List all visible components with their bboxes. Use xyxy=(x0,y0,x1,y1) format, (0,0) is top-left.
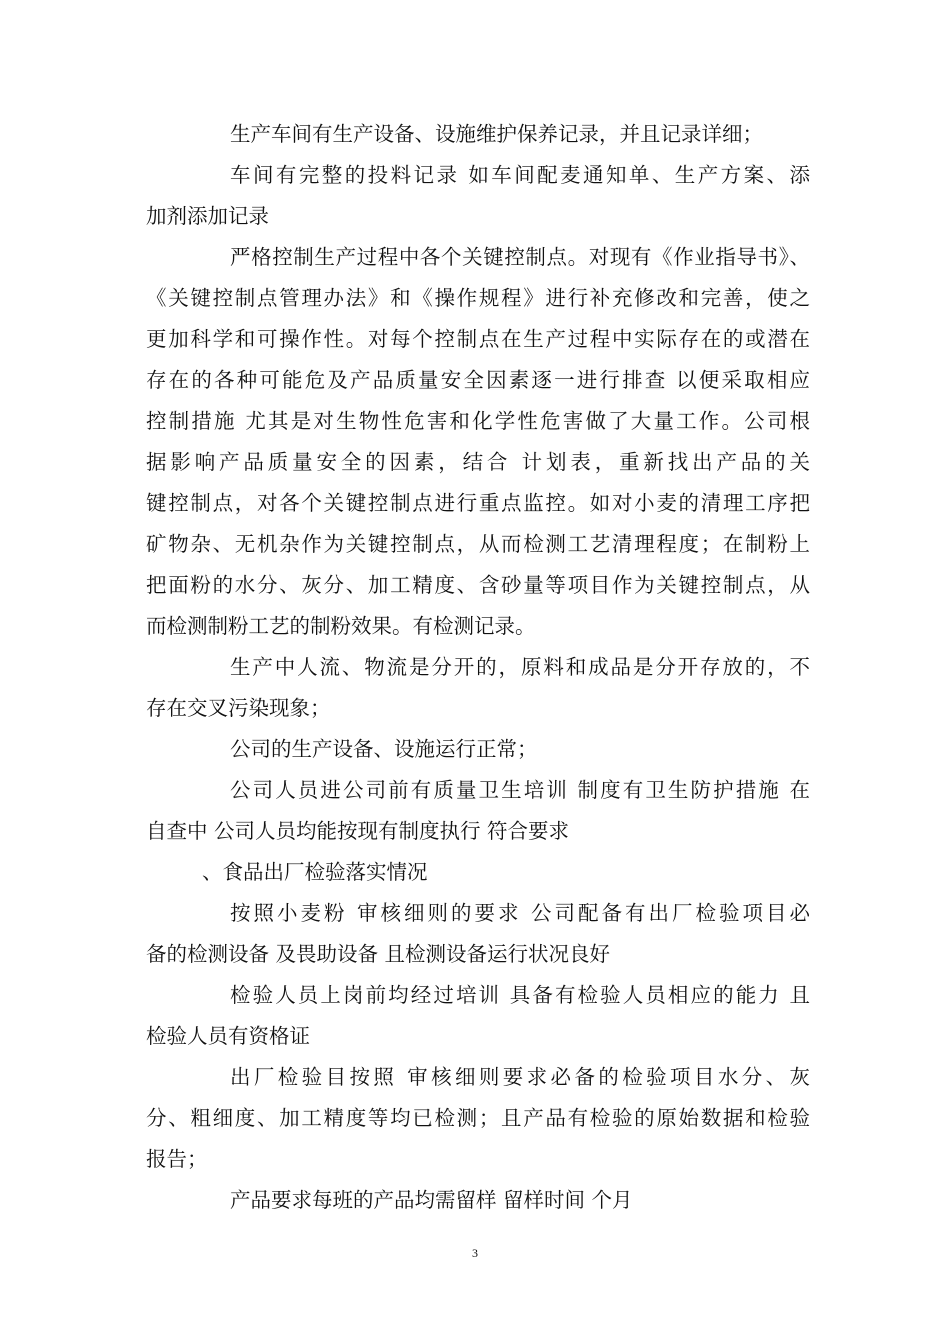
text-line: 存在交叉污染现象； xyxy=(146,696,331,720)
page-number: 3 xyxy=(472,1246,478,1260)
text-line: 备的检测设备 及畏助设备 且检测设备运行状况良好 xyxy=(146,942,611,966)
text-line: 严格控制生产过程中各个关键控制点。对现有《作业指导书》、 xyxy=(230,245,810,269)
text-line: 公司的生产设备、设施运行正常； xyxy=(230,737,538,761)
text-line: 生产车间有生产设备、设施维护保养记录，并且记录详细； xyxy=(230,122,763,146)
text-line: 键控制点，对各个关键控制点进行重点监控。如对小麦的清理工序把 xyxy=(146,491,810,515)
text-line: 矿物杂、无机杂作为关键控制点，从而检测工艺清理程度；在制粉上 xyxy=(146,532,810,556)
text-line: 报告； xyxy=(146,1147,208,1171)
text-line: 据影响产品质量安全的因素，结合 计划表，重新找出产品的关 xyxy=(146,450,810,474)
text-line: 更加科学和可操作性。对每个控制点在生产过程中实际存在的或潜在 xyxy=(146,327,810,351)
text-line: 车间有完整的投料记录 如车间配麦通知单、生产方案、添 xyxy=(230,163,810,187)
text-line: 出厂检验目按照 审核细则要求必备的检验项目水分、灰 xyxy=(230,1065,810,1089)
text-line: 而检测制粉工艺的制粉效果。有检测记录。 xyxy=(146,614,536,638)
text-line: 按照小麦粉 审核细则的要求 公司配备有出厂检验项目必 xyxy=(230,901,810,925)
text-line: 公司人员进公司前有质量卫生培训 制度有卫生防护措施 在 xyxy=(230,778,810,802)
text-line: 检验人员有资格证 xyxy=(146,1024,310,1048)
text-line: 检验人员上岗前均经过培训 具备有检验人员相应的能力 且 xyxy=(230,983,810,1007)
text-line: 分、粗细度、加工精度等均已检测；且产品有检验的原始数据和检验 xyxy=(146,1106,810,1130)
text-line: 、食品出厂检验落实情况 xyxy=(202,860,428,884)
text-line: 控制措施 尤其是对生物性危害和化学性危害做了大量工作。公司根 xyxy=(146,409,810,433)
text-line: 自查中 公司人员均能按现有制度执行 符合要求 xyxy=(146,819,570,843)
text-line: 存在的各种可能危及产品质量安全因素逐一进行排查 以便采取相应 xyxy=(146,368,810,392)
text-line: 生产中人流、物流是分开的，原料和成品是分开存放的，不 xyxy=(230,655,810,679)
text-line: 《关键控制点管理办法》和《操作规程》进行补充修改和完善，使之 xyxy=(146,286,810,310)
text-line: 把面粉的水分、灰分、加工精度、含砂量等项目作为关键控制点，从 xyxy=(146,573,810,597)
text-line: 产品要求每班的产品均需留样 留样时间 个月 xyxy=(230,1188,633,1212)
text-line: 加剂添加记录 xyxy=(146,204,269,228)
